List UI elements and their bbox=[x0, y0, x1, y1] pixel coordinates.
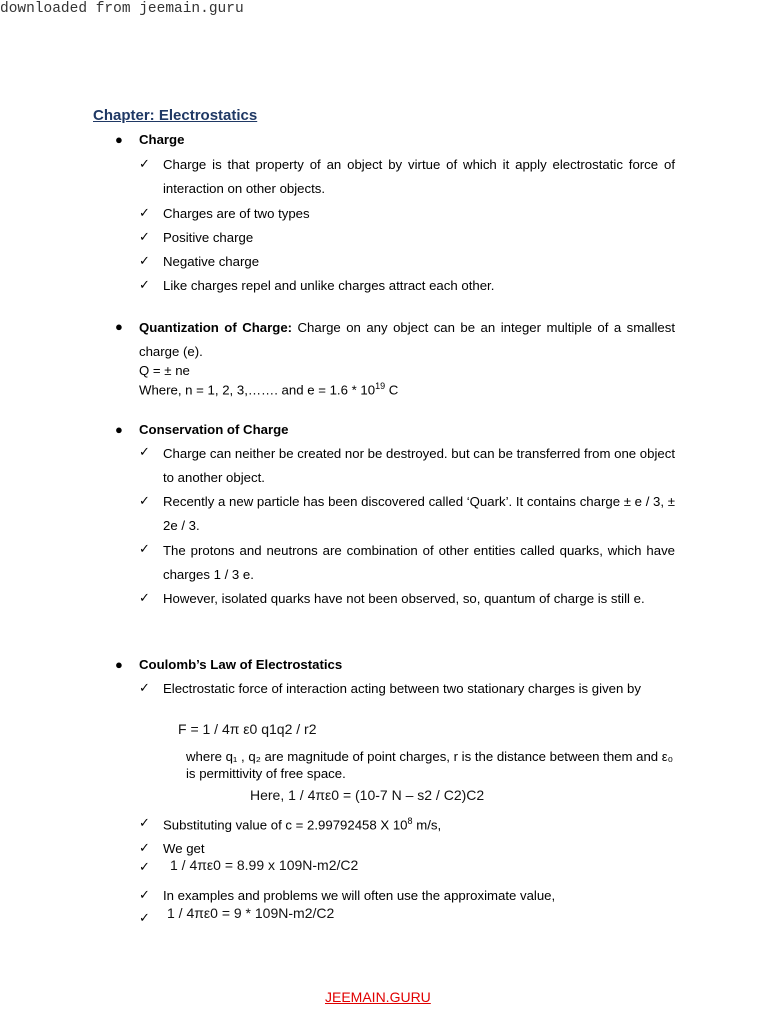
download-source-header: downloaded from jeemain.guru bbox=[0, 1, 244, 17]
bullet-icon: ● bbox=[115, 319, 123, 334]
checkmark-icon: ✓ bbox=[139, 910, 150, 925]
checkmark-icon: ✓ bbox=[139, 229, 150, 244]
coulomb-item-3: We get bbox=[163, 841, 205, 856]
coulomb-item-2: Substituting value of c = 2.99792458 X $10^8$ m/s, bbox=[163, 816, 442, 833]
checkmark-icon: ✓ bbox=[139, 277, 150, 292]
section-heading-charge: Charge bbox=[139, 132, 185, 147]
coulomb-explanation: where q₁ , q₂ are magnitude of point charges, r is the distance between them and ε₀ is permittivity of free space. bbox=[186, 749, 674, 781]
chapter-title: Chapter: Electrostatics bbox=[93, 107, 258, 124]
charge-item-5: Like charges repel and unlike charges attract each other. bbox=[163, 278, 495, 293]
checkmark-icon: ✓ bbox=[139, 156, 150, 171]
section-heading-coulomb: Coulomb’s Law of Electrostatics bbox=[139, 657, 343, 672]
checkmark-icon: ✓ bbox=[139, 859, 150, 874]
checkmark-icon: ✓ bbox=[139, 205, 150, 220]
quantization-formula: Q = ± ne bbox=[139, 363, 190, 378]
checkmark-icon: ✓ bbox=[139, 541, 150, 556]
checkmark-icon: ✓ bbox=[139, 815, 150, 830]
bullet-icon: ● bbox=[115, 422, 123, 437]
conservation-item-1: Charge can neither be created nor be destroyed. but can be transferred from one object to another object. bbox=[163, 446, 675, 485]
checkmark-icon: ✓ bbox=[139, 680, 150, 695]
section-heading-conservation: Conservation of Charge bbox=[139, 422, 289, 437]
section-heading-quantization: Quantization of Charge: bbox=[139, 320, 293, 335]
constant-value-formula: 1 / 4πε0 = 8.99 x 109N-m2/C2 bbox=[170, 857, 359, 873]
charge-item-4: Negative charge bbox=[163, 254, 260, 269]
conservation-item-3: The protons and neutrons are combination of other entities called quarks, which have charges 1 / 3 e. bbox=[163, 543, 675, 582]
bullet-icon: ● bbox=[115, 132, 123, 147]
checkmark-icon: ✓ bbox=[139, 253, 150, 268]
checkmark-icon: ✓ bbox=[139, 590, 150, 605]
approximate-value-formula: 1 / 4πε0 = 9 * 109N-m2/C2 bbox=[167, 905, 335, 921]
coulomb-item-4: In examples and problems we will often use the approximate value, bbox=[163, 888, 556, 903]
quantization-paragraph bbox=[139, 316, 675, 364]
checkmark-icon: ✓ bbox=[139, 444, 150, 459]
checkmark-icon: ✓ bbox=[139, 493, 150, 508]
bullet-icon: ● bbox=[115, 657, 123, 672]
conservation-item-2: Recently a new particle has been discovered called ‘Quark’. It contains charge ± e / 3, ± 2e / 3. bbox=[163, 494, 675, 533]
footer-site-link[interactable]: JEEMAIN.GURU bbox=[325, 989, 431, 1005]
permittivity-value-formula: Here, 1 / 4πε0 = (10-7 N – s2 / C2)C2 bbox=[250, 787, 485, 803]
coulomb-item-1: Electrostatic force of interaction acting between two stationary charges is given by bbox=[163, 681, 641, 696]
quantization-where: Where, n = 1, 2, 3,……. and $e = 1.6 * 10^{19}$ C bbox=[139, 381, 399, 398]
charge-item-2: Charges are of two types bbox=[163, 206, 310, 221]
conservation-item-4: However, isolated quarks have not been observed, so, quantum of charge is still e. bbox=[163, 591, 645, 606]
coulomb-formula: F = 1 / 4π ε0 q1q2 / r2 bbox=[178, 721, 317, 737]
checkmark-icon: ✓ bbox=[139, 840, 150, 855]
charge-item-1: Charge is that property of an object by virtue of which it apply electrostatic force of interaction on other objects. bbox=[163, 157, 675, 196]
charge-item-3: Positive charge bbox=[163, 230, 254, 245]
checkmark-icon: ✓ bbox=[139, 887, 150, 902]
quantization-text: Charge on any object can be an integer multiple of a smallest charge (e). bbox=[139, 320, 675, 359]
